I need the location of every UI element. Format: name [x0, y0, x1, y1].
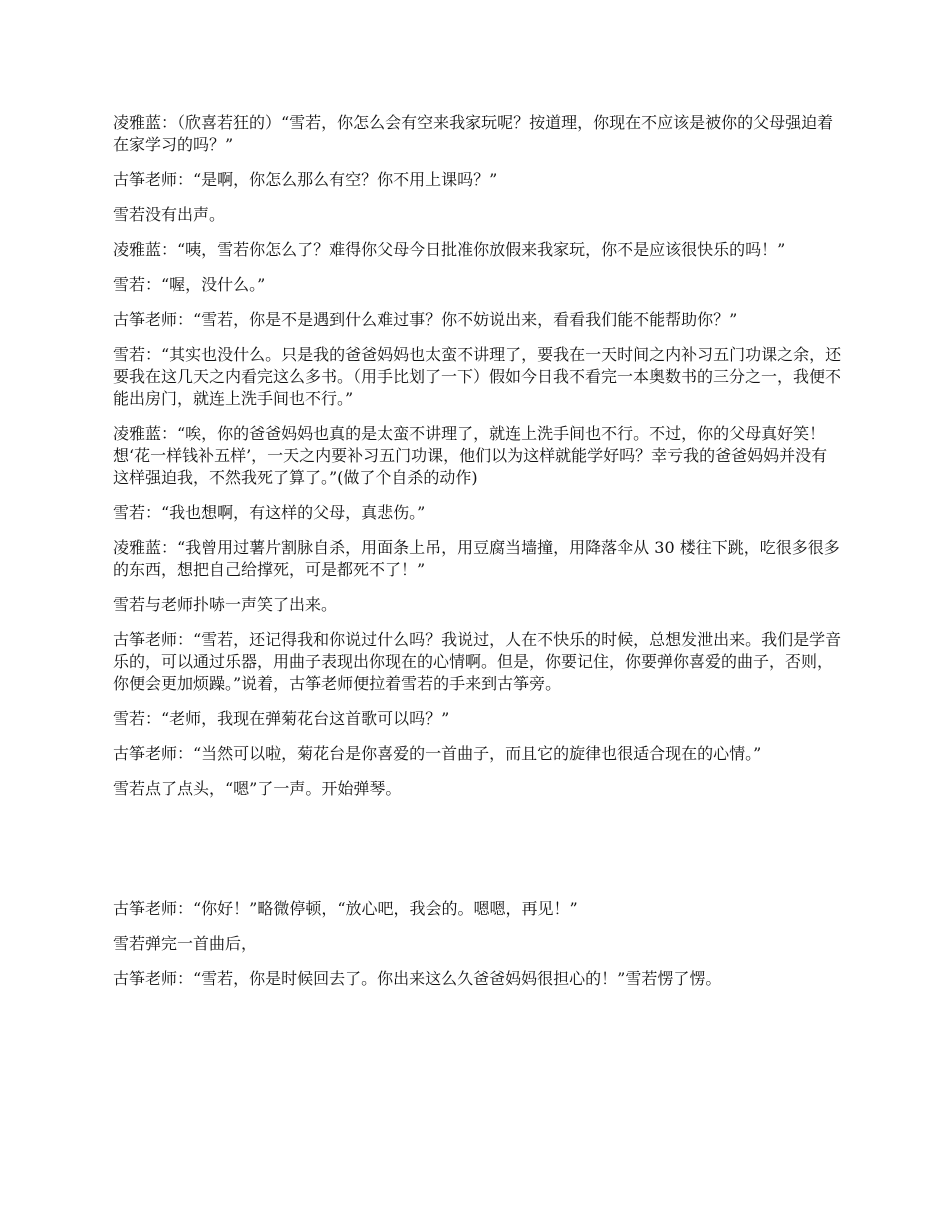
- paragraph: 雪若点了点头，“嗯”了一声。开始弹琴。: [113, 779, 402, 798]
- paragraph: 古筝老师：“当然可以啦，菊花台是你喜爱的一首曲子，而且它的旋律也很适合现在的心情。”: [113, 744, 762, 763]
- paragraph: 古筝老师：“雪若，还记得我和你说过什么吗？我说过，人在不快乐的时候，总想发泄出来。我们是学音乐的，可以通过乐器，用曲子表现出你现在的心情啊。但是，你要记住，你要弹你喜爱的曲子，否则，你便会更加烦躁。”说着，古筝老师便拉着雪若的手来到古筝旁。: [113, 630, 842, 693]
- paragraph: 凌雅蓝：“我曾用过薯片割脉自杀，用面条上吊，用豆腐当墙撞，用降落伞从 30 楼往下跳，吃很多很多的东西，想把自己给撑死，可是都死不了！”: [113, 538, 840, 579]
- document-page: [113, 112, 843, 1003]
- paragraph: 古筝老师：“是啊，你怎么那么有空？你不用上课吗？”: [113, 170, 498, 189]
- paragraph: 雪若：“喔，没什么。”: [113, 275, 266, 294]
- paragraph: 雪若：“我也想啊，有这样的父母，真悲伤。”: [113, 503, 426, 522]
- paragraph: 雪若与老师扑哧一声笑了出来。: [113, 595, 338, 614]
- paragraph: 雪若：“其实也没什么。只是我的爸爸妈妈也太蛮不讲理了，要我在一天时间之内补习五门功课之余，还要我在这几天之内看完这么多书。（用手比划了一下）假如今日我不看完一本奥数书的三分之一，我便不能出房门，就连上洗手间也不行。”: [113, 345, 842, 408]
- paragraph: 雪若：“老师，我现在弹菊花台这首歌可以吗？”: [113, 709, 450, 728]
- paragraph: 凌雅蓝：“咦，雪若你怎么了？难得你父母今日批准你放假来我家玩，你不是应该很快乐的吗！”: [113, 240, 786, 259]
- paragraph: 凌雅蓝：（欣喜若狂的）“雪若，你怎么会有空来我家玩呢？按道理，你现在不应该是被你的父母强迫着在家学习的吗？”: [113, 113, 834, 154]
- paragraph: 凌雅蓝：“唉，你的爸爸妈妈也真的是太蛮不讲理了，就连上洗手间也不行。不过，你的父母真好笑！想‘花一样钱补五样’，一天之内要补习五门功课，他们以为这样就能学好吗？幸亏我的爸爸妈妈并没有这样强迫我，不然我死了算了。”(做了个自杀的动作): [113, 424, 828, 487]
- paragraph: 雪若弹完一首曲后，: [113, 934, 258, 953]
- paragraph: 雪若没有出声。: [113, 205, 226, 224]
- paragraph: 古筝老师：“雪若，你是不是遇到什么难过事？你不妨说出来，看看我们能不能帮助你？”: [113, 310, 738, 329]
- paragraph: 古筝老师：“雪若，你是时候回去了。你出来这么久爸爸妈妈很担心的！”雪若愣了愣。: [113, 969, 722, 988]
- paragraph: 古筝老师：“你好！”略微停顿，“放心吧，我会的。嗯嗯，再见！”: [113, 899, 578, 918]
- blank-gap: [113, 813, 843, 898]
